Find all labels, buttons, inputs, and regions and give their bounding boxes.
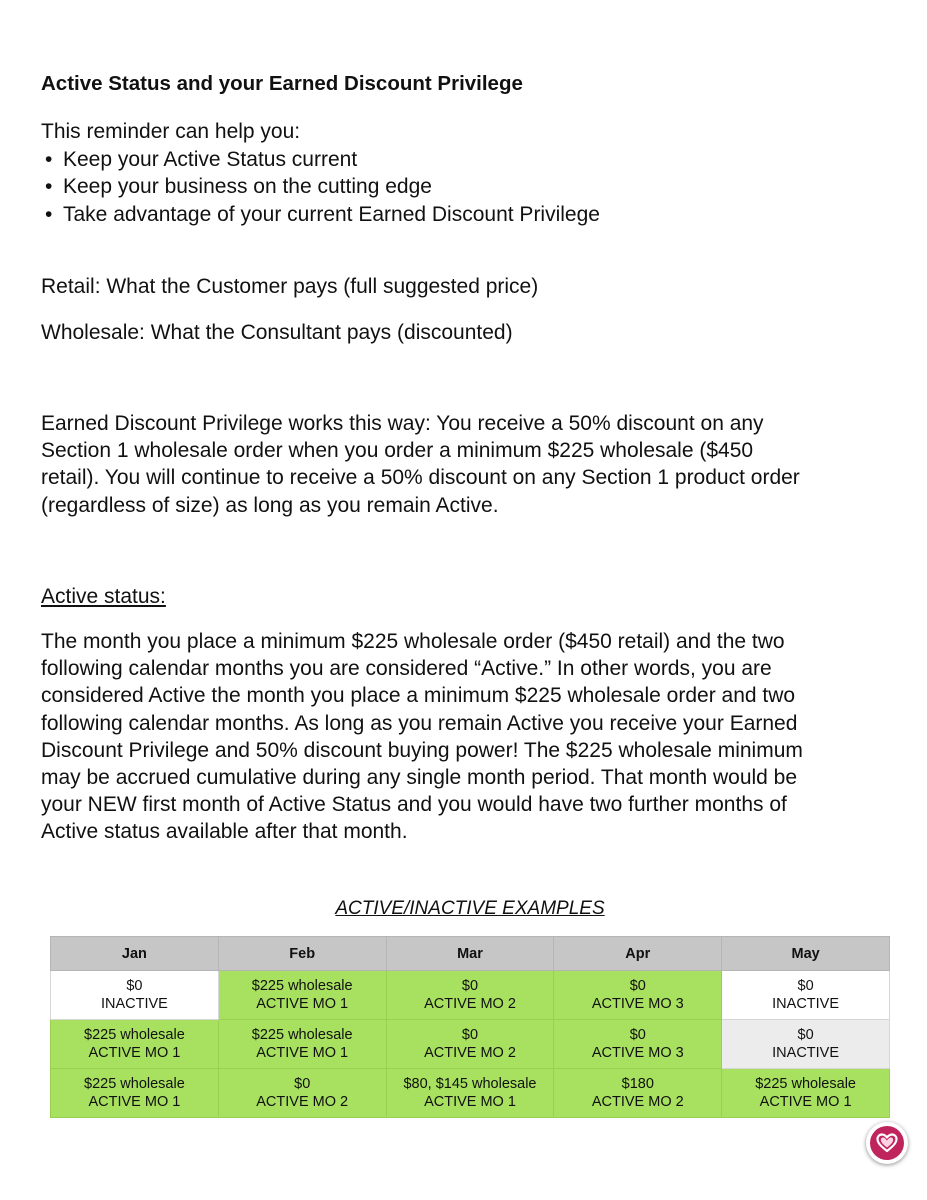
table-cell [554,1020,722,1069]
list-item [41,173,600,201]
retail-definition: Retail: What the Customer pays (full suggested price) [41,275,539,298]
cell-amount: $225 wholesale [84,1027,185,1043]
active-status-heading: Active status: [41,585,166,608]
cell-amount: $180 [621,1076,654,1092]
cell-status: ACTIVE MO 1 [256,996,349,1012]
cell-status: INACTIVE [100,996,168,1012]
benefit-list [41,146,600,229]
paragraph-line: Earned Discount Privilege works this way: You receive a 50% discount on any [41,412,764,435]
cell-status: ACTIVE MO 2 [591,1094,684,1110]
cell-status: ACTIVE MO 1 [256,1045,349,1061]
paragraph-line: The month you place a minimum $225 wholesale order ($450 retail) and the two [41,630,785,653]
heart-icon [870,1126,904,1160]
table-row [51,1020,890,1069]
cell-amount: $0 [461,978,479,994]
column-header-apr: Apr [554,937,722,971]
cell-amount: $0 [629,1027,646,1043]
paragraph-line: following calendar months. As long as you remain Active you receive your Earned [41,711,798,735]
cell-status: ACTIVE MO 1 [88,1094,181,1110]
table-cell [386,971,554,1020]
bullet-icon: • [45,147,53,171]
table-cell [51,1069,219,1118]
cell-amount: $0 [797,1027,814,1043]
cell-amount: $225 wholesale [84,1076,185,1092]
table-cell [722,971,890,1020]
table-cell [51,971,219,1020]
cell-status: ACTIVE MO 1 [88,1045,181,1061]
cell-status: INACTIVE [772,1045,840,1061]
table-cell [554,1069,722,1118]
cell-amount: $225 wholesale [755,1076,856,1092]
bullet-icon: • [45,175,53,198]
list-item [41,146,600,174]
heart-icon-glyph [876,1133,898,1153]
cell-status: ACTIVE MO 1 [759,1094,852,1110]
cell-status: ACTIVE MO 1 [424,1094,516,1110]
list-item-text: Take advantage of your current Earned Discount Privilege [63,202,600,226]
cell-amount: $0 [461,1027,479,1043]
cell-status: ACTIVE MO 2 [424,996,516,1012]
wholesale-definition: Wholesale: What the Consultant pays (discounted) [41,321,513,344]
list-item-text: Keep your Active Status current [63,147,358,171]
table-cell [386,1020,554,1069]
examples-table-title: ACTIVE/INACTIVE EXAMPLES [335,898,605,919]
column-header-may: May [722,937,890,971]
cell-amount: $0 [797,978,814,994]
table-row [51,971,890,1020]
cell-amount: $80, $145 wholesale [403,1076,537,1092]
paragraph-line: (regardless of size) as long as you remain Active. [41,493,499,517]
cell-amount: $0 [629,978,646,994]
column-header-mar: Mar [386,937,554,971]
table-cell [218,971,386,1020]
cell-status: INACTIVE [772,996,840,1012]
cell-amount: $0 [126,978,143,994]
intro-section [41,118,600,228]
list-item [41,201,600,229]
paragraph-line: may be accrued cumulative during any single month period. That month would be [41,766,798,790]
paragraph-line: Section 1 wholesale order when you order a minimum $225 wholesale ($450 [41,439,754,463]
cell-status: ACTIVE MO 3 [591,996,684,1012]
paragraph-line: retail). You will continue to receive a 50% discount on any Section 1 product order [41,466,800,490]
table-cell [722,1069,890,1118]
cell-status: ACTIVE MO 2 [424,1045,516,1061]
list-item-text: Keep your business on the cutting edge [63,175,432,198]
favorite-button[interactable] [866,1122,908,1164]
bullet-icon: • [45,202,53,226]
earned-discount-paragraph [41,410,901,519]
cell-amount: $0 [294,1076,311,1092]
paragraph-line: Discount Privilege and 50% discount buying power! The $225 wholesale minimum [41,738,803,762]
paragraph-line: your NEW first month of Active Status and you would have two further months of [41,793,787,817]
table-cell [218,1069,386,1118]
paragraph-line: considered Active the month you place a minimum $225 wholesale order and two [41,684,796,708]
cell-amount: $225 wholesale [251,1027,353,1043]
table-row [51,1069,890,1118]
cell-status: ACTIVE MO 3 [591,1045,684,1061]
paragraph-line: following calendar months you are considered “Active.” In other words, you are [41,657,772,681]
paragraph-line: Active status available after that month. [41,820,408,844]
table-header-row [51,937,890,971]
cell-status: ACTIVE MO 2 [256,1094,349,1110]
table-cell [218,1020,386,1069]
active-status-paragraph [41,628,901,846]
active-inactive-examples-table [50,936,890,1118]
table-cell [386,1069,554,1118]
page-title: Active Status and your Earned Discount Privilege [41,72,523,95]
table-cell [51,1020,219,1069]
column-header-feb: Feb [218,937,386,971]
intro-lead: This reminder can help you: [41,120,301,143]
cell-amount: $225 wholesale [251,978,353,994]
table-cell [722,1020,890,1069]
table-cell [554,971,722,1020]
column-header-jan: Jan [51,937,219,971]
